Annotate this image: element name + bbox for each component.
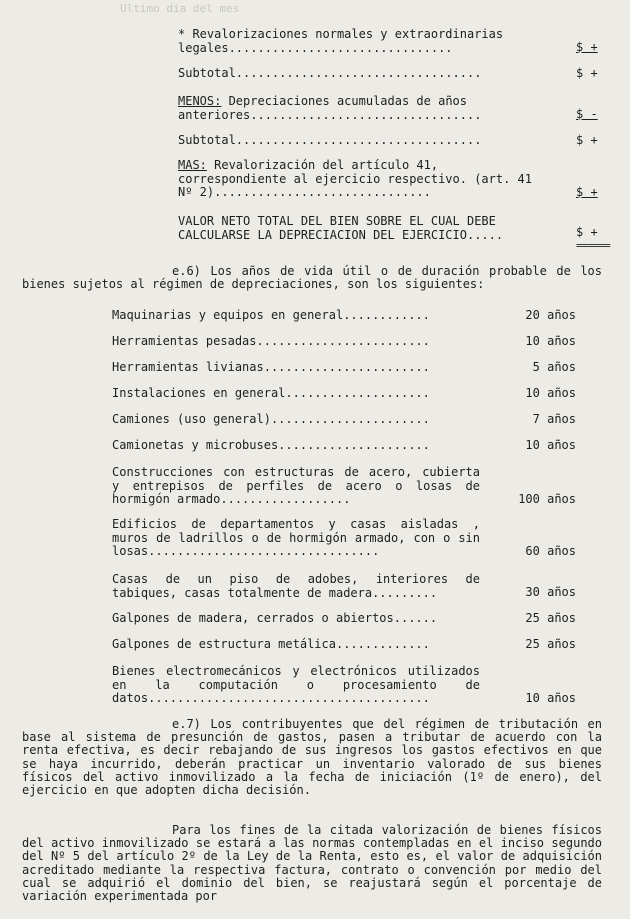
bleed-through-text: Ultimo dia del mes — [120, 2, 240, 15]
asset-item: Maquinarias y equipos en general............ — [112, 308, 430, 322]
asset-life: 100 años — [518, 492, 576, 506]
asset-life: 7 años — [532, 412, 576, 426]
asset-life: 10 años — [525, 334, 576, 348]
calc-row-subtotal: Subtotal.................................. — [178, 133, 482, 147]
double-rule: ====== — [576, 239, 610, 252]
asset-life: 25 años — [525, 611, 576, 625]
asset-life: 30 años — [525, 585, 576, 599]
asset-item: Camionetas y microbuses..................... — [112, 438, 430, 452]
calc-row-menos: MENOS: Depreciaciones acumuladas de años anteriores................................ — [178, 94, 482, 122]
calc-amount: $ + — [576, 185, 598, 199]
calc-amount: $ + — [576, 133, 598, 147]
calc-row-revalorizaciones: * Revalorizaciones normales y extraordinarias legales............................... — [178, 27, 511, 55]
menos-label: MENOS: — [178, 94, 222, 108]
asset-item: Casas de un piso de adobes, interiores de tabiques, casas totalmente de madera......... — [112, 572, 480, 600]
paragraph-e7: e.7) Los contribuyentes que del régimen de tributación en base al sistema de presunción de gastos, pasen a tributar de acuerdo con la renta efectiva, es decir rebajando de sus ingresos los gastos efectivos en que se haya incurrido, deberán practicar un inventario valorado de sus bienes físicos del activo inmovilizado a la fecha de iniciación (1º de enero), del ejercicio en que adopten dicha decisión. — [22, 717, 602, 798]
asset-item: Galpones de madera, cerrados o abiertos...... — [112, 611, 438, 625]
asset-life: 25 años — [525, 637, 576, 651]
asset-item: Herramientas livianas....................... — [112, 360, 430, 374]
asset-life: 5 años — [532, 360, 576, 374]
calc-amount: $ + — [576, 225, 598, 239]
asset-item: Edificios de departamentos y casas aisladas , muros de ladrillos o de hormigón armado, con o sin losas................................ — [112, 517, 480, 558]
asset-item: Galpones de estructura metálica............. — [112, 637, 430, 651]
mas-label: MAS: — [178, 158, 207, 172]
asset-item: Instalaciones en general.................... — [112, 386, 430, 400]
calc-amount: $ - — [576, 107, 598, 121]
calc-amount: $ + — [576, 66, 598, 80]
asset-item: Bienes electromecánicos y electrónicos utilizados en la computación o procesamiento de datos....................................... — [112, 664, 480, 705]
calc-row-subtotal: Subtotal.................................. — [178, 66, 482, 80]
asset-life: 10 años — [525, 691, 576, 705]
paragraph-valorizacion: Para los fines de la citada valorización de bienes físicos del activo inmovilizado se estará a las normas contempladas en el inciso segundo del Nº 5 del artículo 2º de la Ley de la Renta, esto es, el valor de adquisición acreditado mediante la respectiva factura, contrato o convención por medio del cual se adquirió el dominio del bien, se reajustará según el porcentaje de variación experimentada por — [22, 823, 602, 904]
paragraph-e6: e.6) Los años de vida útil o de duración probable de los bienes sujetos al régimen de depreciaciones, son los siguientes: — [22, 264, 602, 292]
asset-item: Construcciones con estructuras de acero, cubierta y entrepisos de perfiles de acero o losas de hormigón armado.................. — [112, 465, 480, 506]
asset-life: 10 años — [525, 438, 576, 452]
calc-row-valor-neto: VALOR NETO TOTAL DEL BIEN SOBRE EL CUAL DEBE CALCULARSE LA DEPRECIACION DEL EJERCICIO..... — [178, 214, 504, 242]
asset-life: 10 años — [525, 386, 576, 400]
asset-item: Herramientas pesadas........................ — [112, 334, 430, 348]
asset-life: 20 años — [525, 308, 576, 322]
asset-item: Camiones (uso general)...................... — [112, 412, 430, 426]
asset-life: 60 años — [525, 544, 576, 558]
calc-row-mas: MAS: Revalorización del artículo 41, correspondiente al ejercicio respectivo. (art. 41 Nº 2).............................. — [178, 158, 540, 199]
calc-amount: $ + — [576, 40, 598, 54]
